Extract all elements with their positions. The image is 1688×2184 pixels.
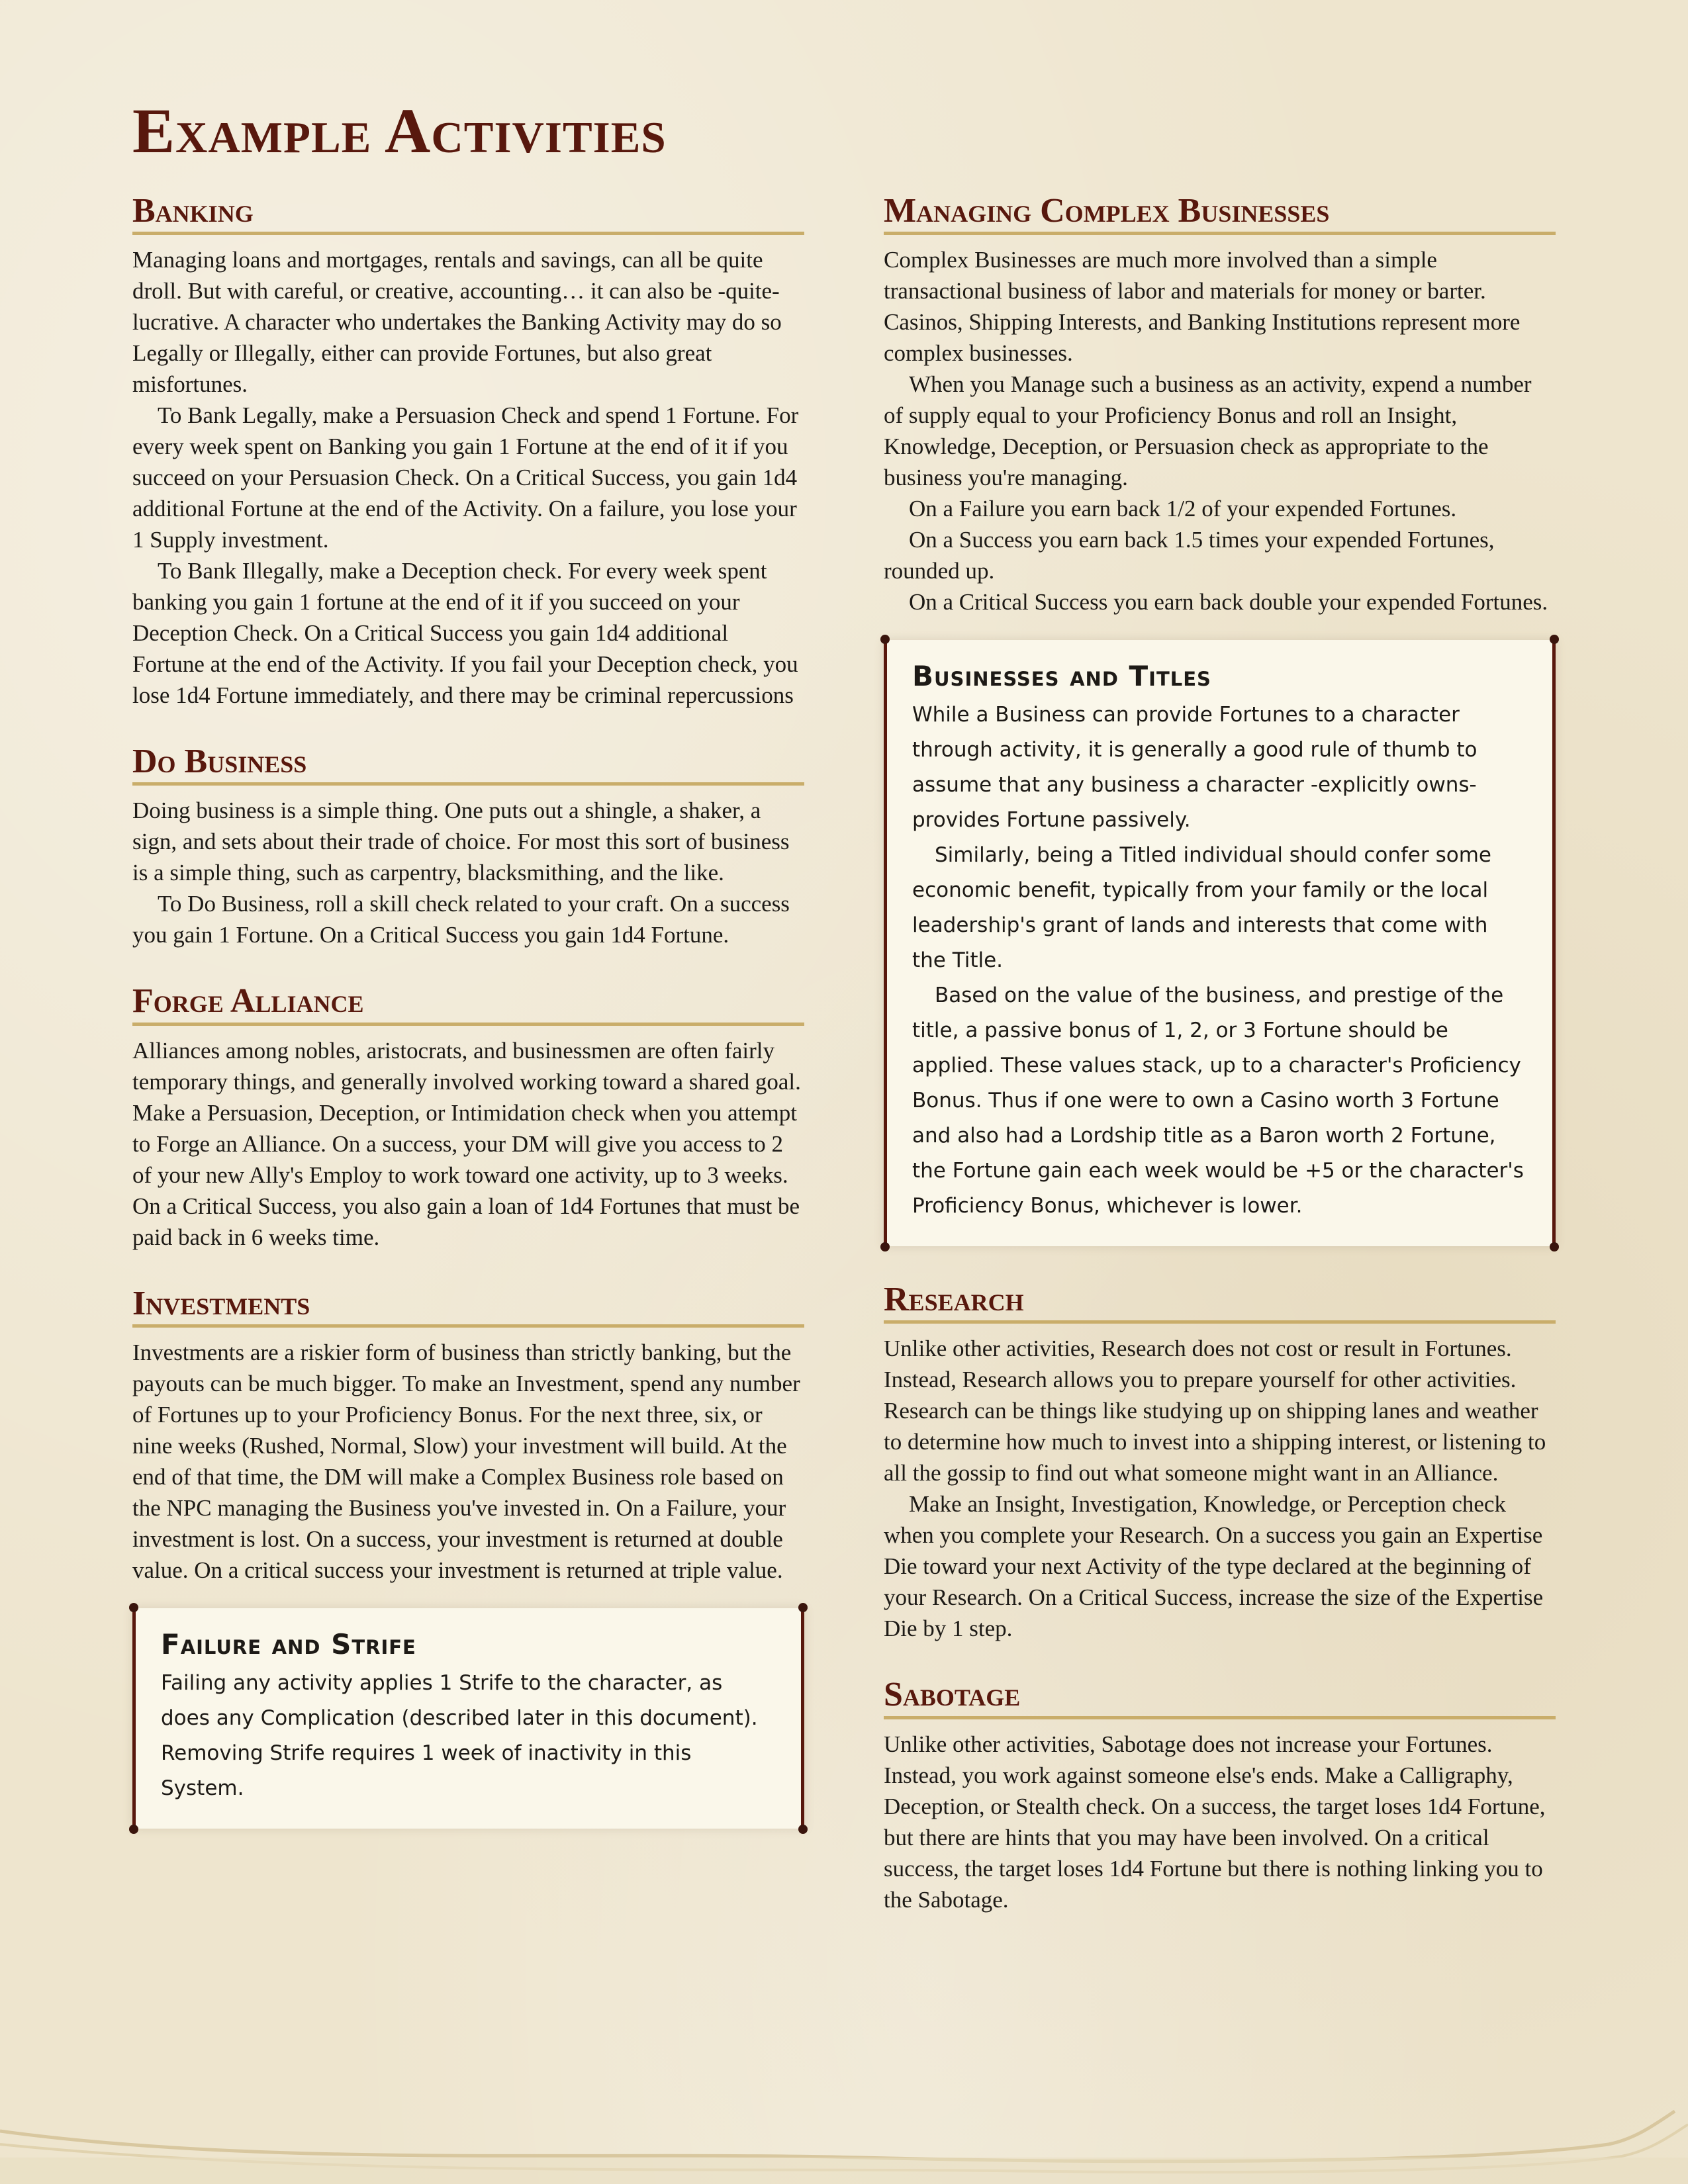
heading-do-business: Do Business: [132, 743, 804, 786]
heading-investments: Investments: [132, 1285, 804, 1328]
corner-dot: [129, 1603, 138, 1612]
paragraph: Managing loans and mortgages, rentals and savings, can all be quite droll. But with careful, or creative, accounting… it can also be -quite- lucrative. A character who undertakes the Banking Activity may do so Legally or Illegally, either can provide Fortunes, but also great misfortunes.: [132, 247, 782, 398]
note-businesses-and-titles: [884, 640, 1556, 1246]
paragraph: Complex Businesses are much more involved than a simple transactional business of labor and materials for money or barter. Casinos, Shipping Interests, and Banking Institutions represent more complex businesses.: [884, 247, 1521, 367]
left-column: [132, 192, 804, 1863]
paragraph: Investments are a riskier form of business than strictly banking, but the payouts can be much bigger. To make an Investment, spend any number of Fortunes up to your Proficiency Bonus. For the next three, six, or nine weeks (Rushed, Normal, Slow) your investment will build. At the end of that time, the DM will make a Complex Business role based on the NPC managing the Business you've invested in. On a Failure, your investment is lost. On a success, your investment is returned at double value. On a critical success your investment is returned at triple value.: [132, 1339, 800, 1583]
corner-dot: [798, 1603, 808, 1612]
section-research: [884, 1281, 1556, 1644]
paragraph: Doing business is a simple thing. One puts out a shingle, a shaker, a sign, and sets about their trade of choice. For most this sort of business is a simple thing, such as carpentry, blacksmithing, and the like.: [132, 797, 790, 886]
heading-forge-alliance: Forge Alliance: [132, 982, 804, 1025]
section-managing-complex-businesses: [884, 192, 1556, 617]
corner-dot: [798, 1825, 808, 1834]
note-heading: Failure and Strife: [161, 1627, 416, 1661]
paragraph: On a Success you earn back 1.5 times your expended Fortunes, rounded up.: [884, 527, 1495, 584]
corner-dot: [1550, 635, 1559, 644]
paragraph: Unlike other activities, Sabotage does not increase your Fortunes. Instead, you work against someone else's ends. Make a Calligraphy, Deception, or Stealth check. On a success, the target loses 1d4 Fortune, but there are hints that you may have been involved. On a critical success, the target loses 1d4 Fortune but there is nothing linking you to the Sabotage.: [884, 1731, 1546, 1913]
right-column: [884, 192, 1556, 1947]
note-failure-and-strife: [132, 1608, 804, 1829]
section-do-business: [132, 743, 804, 950]
corner-dot: [880, 635, 890, 644]
corner-dot: [880, 1242, 890, 1251]
paragraph: To Do Business, roll a skill check related to your craft. On a success you gain 1 Fortune. On a Critical Success you gain 1d4 Fortune.: [132, 891, 790, 948]
paragraph: On a Failure you earn back 1/2 of your expended Fortunes.: [909, 496, 1457, 522]
corner-dot: [129, 1825, 138, 1834]
section-banking: [132, 192, 804, 711]
heading-sabotage: Sabotage: [884, 1676, 1556, 1719]
note-paragraph: Failing any activity applies 1 Strife to the character, as does any Complication (described later in this document). Removing Strife requires 1 week of inactivity in this System.: [161, 1670, 758, 1800]
paragraph: Make an Insight, Investigation, Knowledge, or Perception check when you complete your Research. On a success you gain an Expertise Die toward your next Activity of the type declared at the beginning of your Research. On a Critical Success, increase the size of the Expertise Die by 1 step.: [884, 1491, 1544, 1642]
note-paragraph: Similarly, being a Titled individual should confer some economic benefit, typically from your family or the local leadership's grant of lands and interests that come with the Title.: [912, 843, 1491, 973]
paragraph: Alliances among nobles, aristocrats, and businessmen are often fairly temporary things, and generally involved working toward a shared goal. Make a Persuasion, Deception, or Intimidation check when you attempt to Forge an Alliance. On a success, your DM will give you access to 2 of your new Ally's Employ to work toward one activity, up to 3 weeks. On a Critical Success, you also gain a loan of 1d4 Fortunes that must be paid back in 6 weeks time.: [132, 1037, 801, 1250]
heading-banking: Banking: [132, 192, 804, 235]
heading-research: Research: [884, 1281, 1556, 1324]
paragraph: To Bank Illegally, make a Deception check. For every week spent banking you gain 1 fortune at the end of it if you succeed on your Deception Check. On a Critical Success you gain 1d4 additional Fortune at the end of the Activity. If you fail your Deception check, you lose 1d4 Fortune immediately, and there may be criminal repercussions: [132, 558, 798, 709]
corner-dot: [1550, 1242, 1559, 1251]
paragraph: When you Manage such a business as an activity, expend a number of supply equal to your Proficiency Bonus and roll an Insight, Knowledge, Deception, or Persuasion check as appropriate to the business you're managing.: [884, 371, 1532, 491]
note-paragraph: Based on the value of the business, and prestige of the title, a passive bonus of 1, 2, or 3 Fortune should be applied. These values stack, up to a character's Proficiency Bonus. Thus if one were to own a Casino worth 3 Fortune and also had a Lordship title as a Baron worth 2 Fortune, the Fortune gain each week would be +5 or the character's Proficiency Bonus, whichever is lower.: [912, 983, 1524, 1218]
section-investments: [132, 1285, 804, 1586]
section-forge-alliance: [132, 982, 804, 1252]
paragraph: Unlike other activities, Research does not cost or result in Fortunes. Instead, Research allows you to prepare yourself for other activities. Research can be things like studying up on shipping lanes and weather to determine how much to invest into a shipping interest, or listening to all the gossip to find out what someone might want in an Alliance.: [884, 1336, 1546, 1486]
footer-ornament: [0, 2105, 1688, 2184]
paragraph: On a Critical Success you earn back double your expended Fortunes.: [909, 589, 1548, 615]
page-title: Example Activities: [132, 95, 667, 166]
paragraph: To Bank Legally, make a Persuasion Check and spend 1 Fortune. For every week spent on Banking you gain 1 Fortune at the end of it if you succeed on your Persuasion Check. On a Critical Success, you gain 1d4 additional Fortune at the end of the Activity. On a failure, you lose your 1 Supply investment.: [132, 402, 799, 553]
note-paragraph: While a Business can provide Fortunes to a character through activity, it is generally a good rule of thumb to assume that any business a character -explicitly owns- provides Fortune passively.: [912, 703, 1477, 833]
heading-managing-complex-businesses: Managing Complex Businesses: [884, 192, 1556, 235]
note-heading: Businesses and Titles: [912, 660, 1211, 693]
section-sabotage: [884, 1676, 1556, 1915]
